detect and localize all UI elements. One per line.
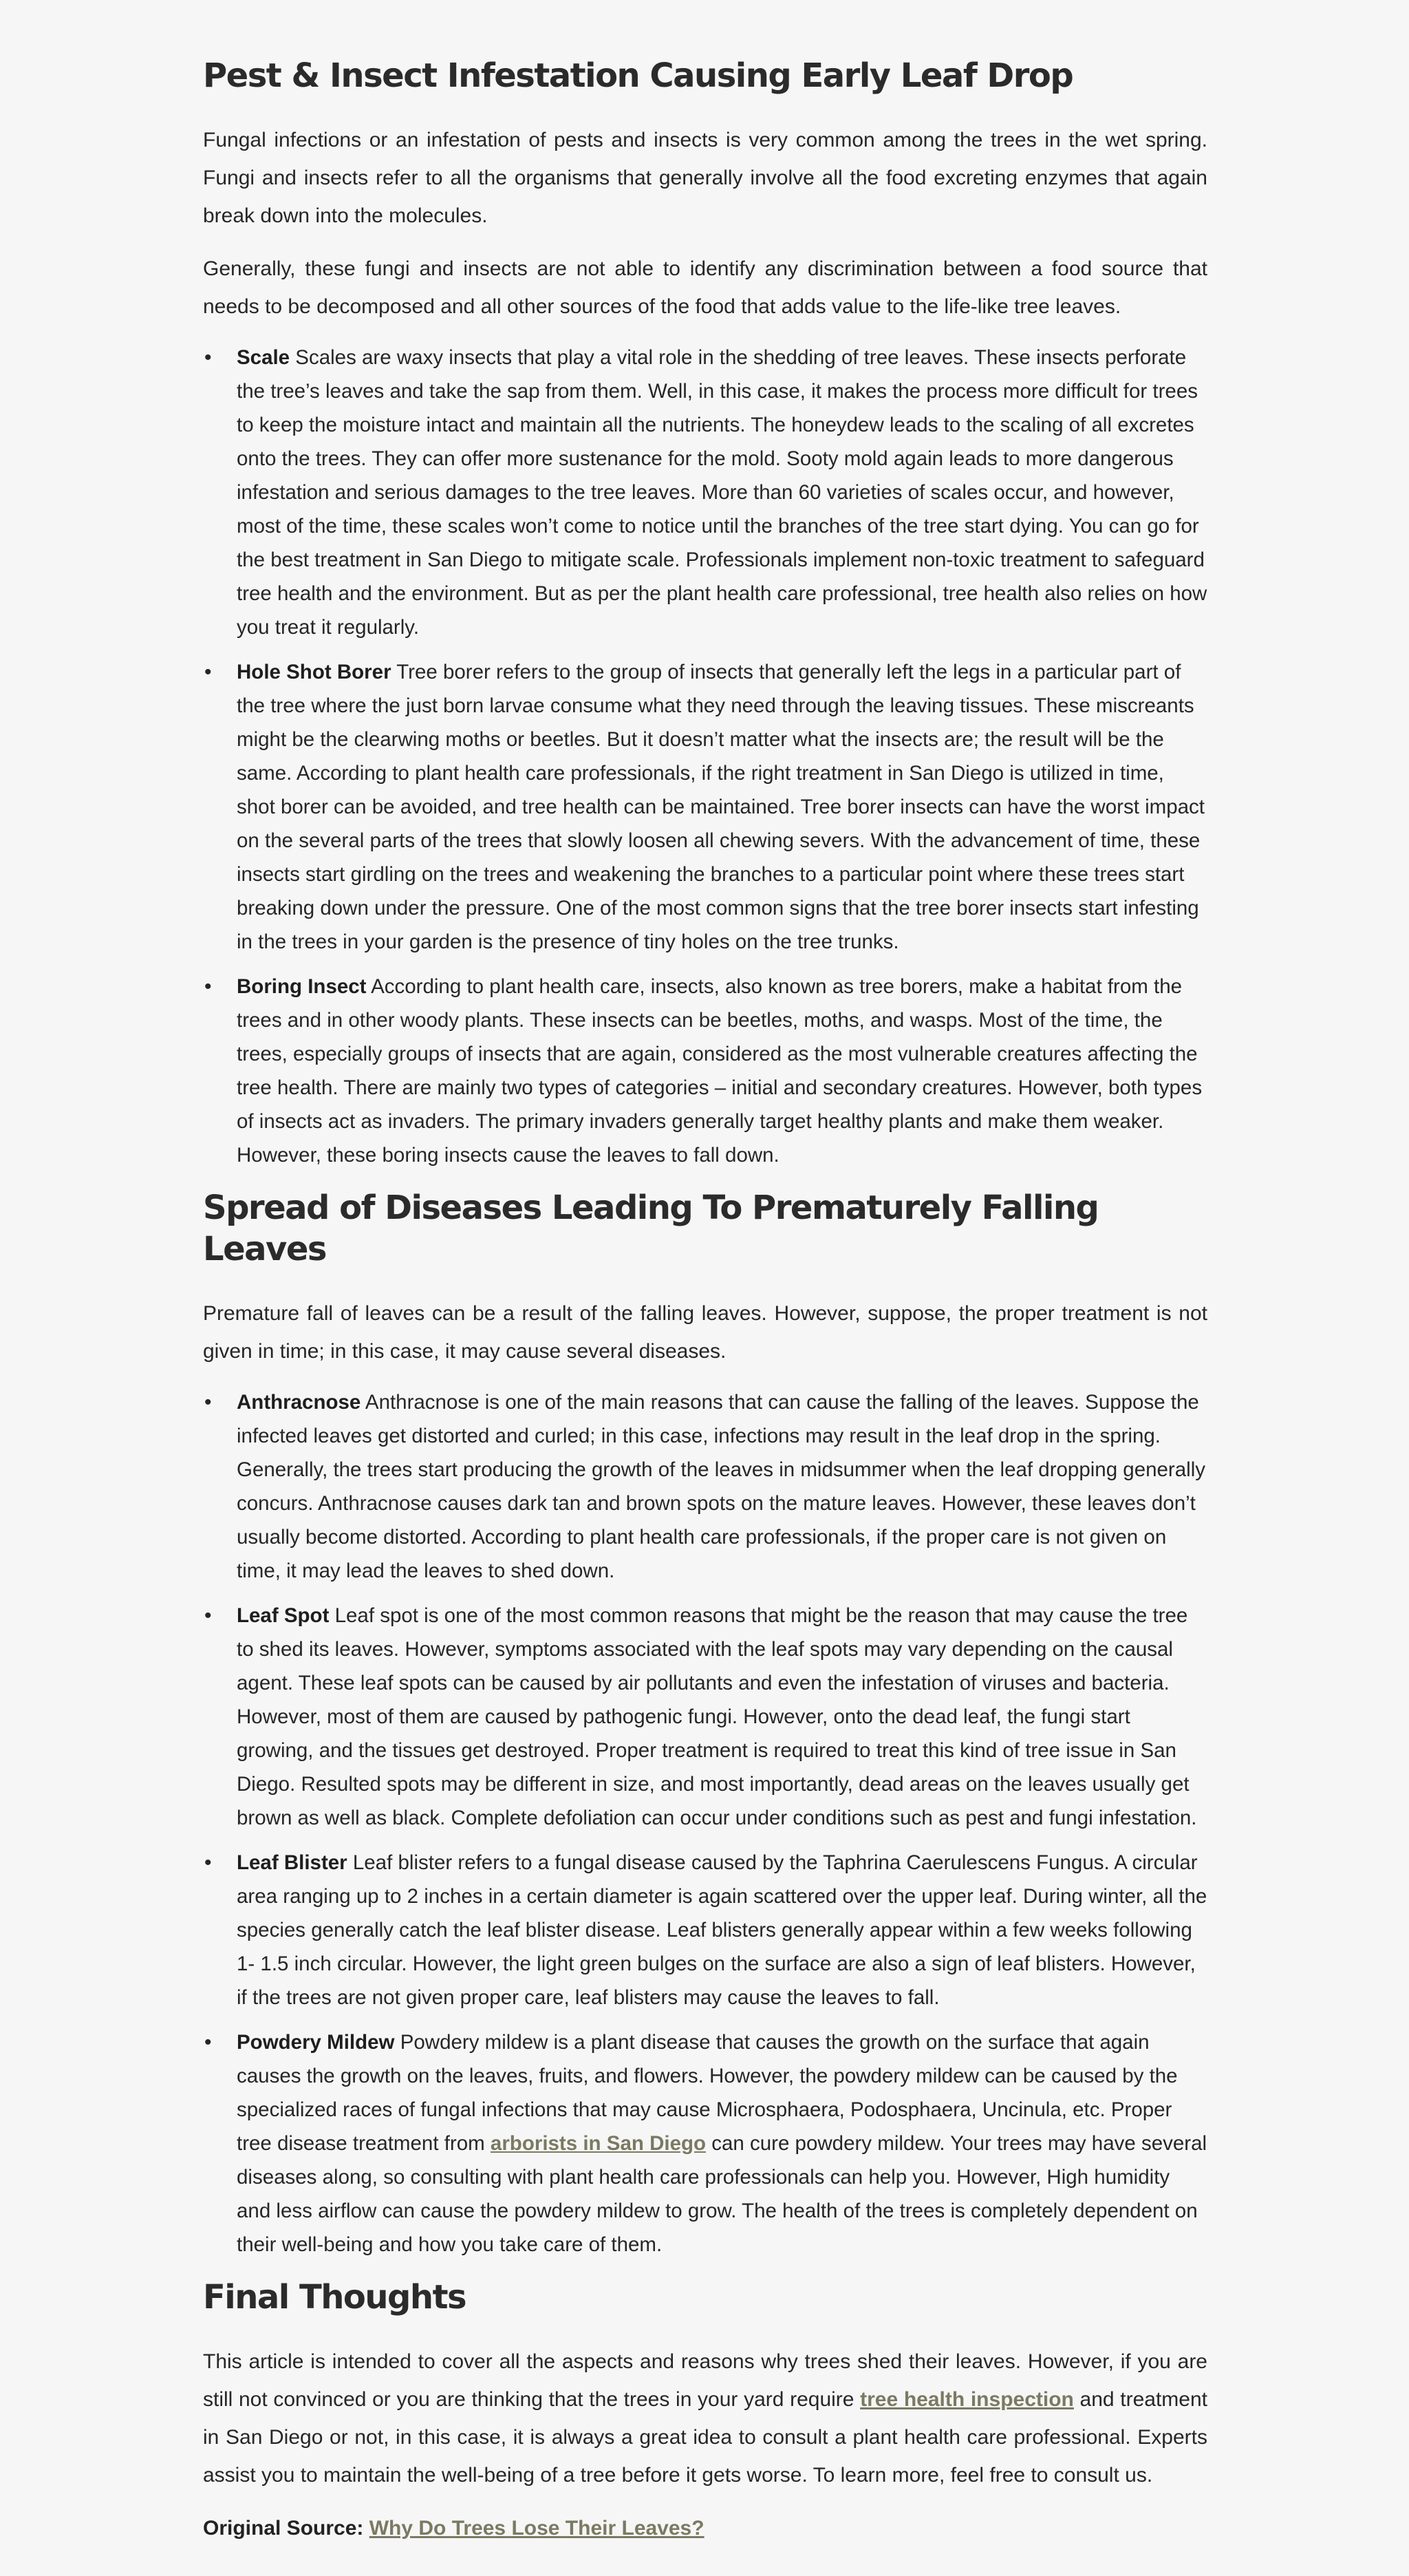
source-label: Original Source: (203, 2517, 364, 2540)
source-link[interactable]: Why Do Trees Lose Their Leaves? (369, 2517, 704, 2540)
term-label: Leaf Blister (237, 1851, 347, 1874)
list-item-anthracnose (203, 1385, 1207, 1588)
pest-list (203, 341, 1207, 1172)
item-text: Powdery mildew is a plant disease that causes the growth on the surface that again causes the growth on the leaves, fruits, and flowers. However, the powdery mildew can be caused by the specialized races of fungal infections that may cause Microsphaera, Podosphaera, Uncinula, etc. Proper tree disease treatment from (237, 2031, 1178, 2155)
paragraph: Fungal infections or an infestation of pests and insects is very common among the trees in the wet spring. Fungi and insects refer to all the organisms that generally involve all the food excreting enzymes that again break down into the molecules. (203, 129, 1207, 227)
list-item-hole-shot-borer (203, 655, 1207, 959)
heading-pest-infestation: Pest & Insect Infestation Causing Early Leaf Drop (203, 56, 1073, 95)
final-text: This article is intended to cover all the aspects and reasons why trees shed their leaves. However, if you are still not convinced or you are thinking that the trees in your yard require (203, 2350, 1207, 2411)
arborists-link[interactable]: arborists in San Diego (490, 2132, 707, 2155)
term-label: Scale (237, 346, 290, 369)
paragraph: Premature fall of leaves can be a result of the falling leaves. However, suppose, the proper treatment is not given in time; in this case, it may cause several diseases. (203, 1302, 1207, 1363)
item-text: can cure powdery mildew. Your trees may have several diseases along, so consulting with plant health care professionals can help you. However, High humidity and less airflow can cause the powdery mildew to grow. The health of the trees is completely dependent on their well-being and how you take care of them. (237, 2132, 1207, 2256)
heading-spread-of-diseases: Spread of Diseases Leading To Prematurely Falling Leaves (203, 1189, 1099, 1268)
item-text: Tree borer refers to the group of insects that generally left the legs in a particular part of the tree where the just born larvae consume what they need through the leaving tissues. These miscreants might be the clearwing moths or beetles. But it doesn’t matter what the insects are; the result will be the same. According to plant health care professionals, if the right treatment in San Diego is utilized in time, shot borer can be avoided, and tree health can be maintained. Tree borer insects can have the worst impact on the several parts of the trees that slowly loosen all chewing severs. With the advancement of time, these insects start girdling on the trees and weakening the branches to a particular point where these trees start breaking down under the pressure. One of the most common signs that the tree borer insects start infesting in the trees in your garden is the presence of tiny holes on the tree trunks. (237, 661, 1205, 953)
list-item-leaf-spot (203, 1599, 1207, 1835)
list-item-leaf-blister (203, 1846, 1207, 2014)
term-label: Anthracnose (237, 1391, 361, 1414)
term-label: Powdery Mildew (237, 2031, 395, 2054)
final-paragraph (203, 2343, 1207, 2494)
item-text: Scales are waxy insects that play a vital role in the shedding of tree leaves. These insects perforate the tree’s leaves and take the sap from them. Well, in this case, it makes the process more difficult for trees to keep the moisture intact and maintain all the nutrients. The honeydew leads to the scaling of all excretes onto the trees. They can offer more sustenance for the mold. Sooty mold again leads to more dangerous infestation and serious damages to the tree leaves. More than 60 varieties of scales occur, and however, most of the time, these scales won’t come to notice until the branches of the tree start dying. You can go for the best treatment in San Diego to mitigate scale. Professionals implement non-toxic treatment to safeguard tree health and the environment. But as per the plant health care professional, tree health also relies on how you treat it regularly. (237, 346, 1207, 639)
final-text: and treatment in San Diego or not, in this case, it is always a great idea to consult a plant health care professional. Experts assist you to maintain the well-being of a tree before it gets worse. To learn more, feel free to consult us. (203, 2388, 1207, 2487)
tree-health-inspection-link[interactable]: tree health inspection (860, 2388, 1074, 2411)
item-text: According to plant health care, insects, also known as tree borers, make a habitat from the trees and in other woody plants. These insects can be beetles, moths, and wasps. Most of the time, the trees, especially groups of insects that are again, considered as the most vulnerable creatures affecting the tree health. There are mainly two types of categories – initial and secondary creatures. However, both types of insects act as invaders. The primary invaders generally target healthy plants and make them weaker. However, these boring insects cause the leaves to fall down. (237, 975, 1203, 1167)
term-label: Hole Shot Borer (237, 661, 391, 683)
item-text: Anthracnose is one of the main reasons that can cause the falling of the leaves. Suppose the infected leaves get distorted and curled; in this case, infections may result in the leaf drop in the spring. Generally, the trees start producing the growth of the leaves in midsummer when the leaf dropping generally concurs. Anthracnose causes dark tan and brown spots on the mature leaves. However, these leaves don’t usually become distorted. According to plant health care professionals, if the proper care is not given on time, it may lead the leaves to shed down. (237, 1391, 1206, 1582)
list-item-scale (203, 341, 1207, 644)
heading-final-thoughts: Final Thoughts (203, 2278, 466, 2317)
article-content (203, 55, 1207, 2547)
original-source (203, 2509, 1207, 2547)
list-item-powdery-mildew (203, 2025, 1207, 2261)
item-text: Leaf spot is one of the most common reasons that might be the reason that may cause the tree to shed its leaves. However, symptoms associated with the leaf spots may vary depending on the causal agent. These leaf spots can be caused by air pollutants and even the infestation of viruses and bacteria. However, most of them are caused by pathogenic fungi. However, onto the dead leaf, the fungi start growing, and the tissues get destroyed. Proper treatment is required to treat this kind of tree issue in San Diego. Resulted spots may be different in size, and most importantly, dead areas on the leaves usually get brown as well as black. Complete defoliation can occur under conditions such as pest and fungi infestation. (237, 1604, 1197, 1829)
disease-list (203, 1385, 1207, 2261)
paragraph: Generally, these fungi and insects are not able to identify any discrimination between a food source that needs to be decomposed and all other sources of the food that adds value to the life-like tree leaves. (203, 257, 1207, 318)
term-label: Leaf Spot (237, 1604, 330, 1627)
item-text: Leaf blister refers to a fungal disease caused by the Taphrina Caerulescens Fungus. A circular area ranging up to 2 inches in a certain diameter is again scattered over the upper leaf. During winter, all the species generally catch the leaf blister disease. Leaf blisters generally appear within a few weeks following 1- 1.5 inch circular. However, the light green bulges on the surface are also a sign of leaf blisters. However, if the trees are not given proper care, leaf blisters may cause the leaves to fall. (237, 1851, 1207, 2009)
term-label: Boring Insect (237, 975, 367, 998)
list-item-boring-insect (203, 970, 1207, 1172)
